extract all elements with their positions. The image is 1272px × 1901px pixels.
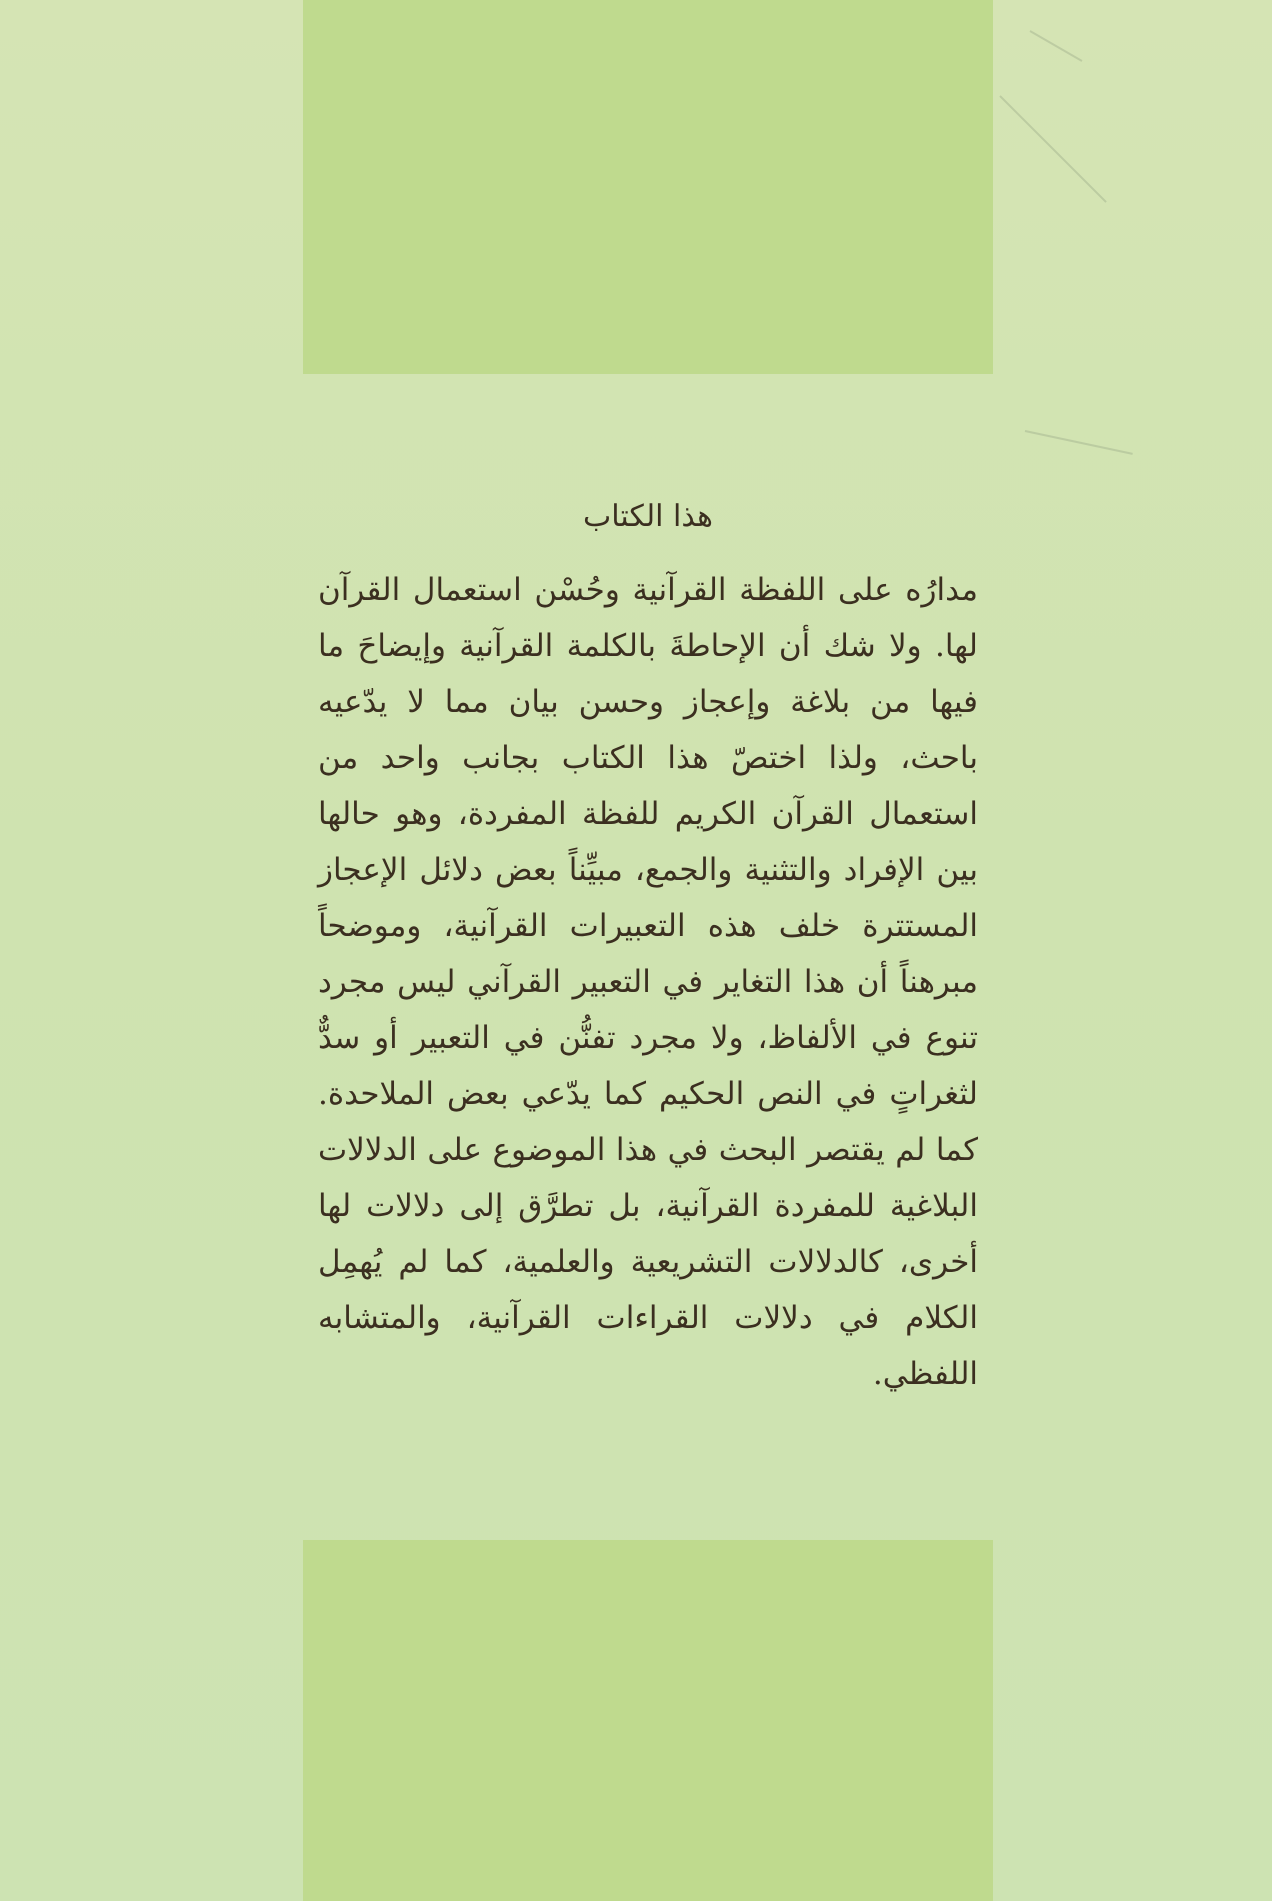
blurb-text-block [318, 492, 978, 1402]
scratch-mark [999, 95, 1106, 202]
blurb-title: هذا الكتاب [583, 499, 713, 534]
blurb-body: مدارُه على اللفظة القرآنية وحُسْن استعمال القرآن لها. ولا شك أن الإحاطةَ بالكلمة القرآنية وإيضاحَ ما فيها من بلاغة وإعجاز وحسن بيان مما لا يدّعيه باحث، ولذا اختصّ هذا الكتاب بجانب واحد من استعمال القرآن الكريم للفظة المفردة، وهو حالها بين الإفراد والتثنية والجمع، مبيِّناً بعض دلائل الإعجاز المستترة خلف هذه التعبيرات القرآنية، وموضحاً مبرهناً أن هذا التغاير في التعبير القرآني ليس مجرد تنوع في الألفاظ، ولا مجرد تفنُّن في التعبير أو سدٌّ لثغراتٍ في النص الحكيم كما يدّعي بعض الملاحدة. كما لم يقتصر البحث في هذا الموضوع على الدلالات البلاغية للمفردة القرآنية، بل تطرَّق إلى دلالات لها أخرى، كالدلالات التشريعية والعلمية، كما لم يُهمِل الكلام في دلالات القراءات القرآنية، والمتشابه اللفظي. [318, 572, 978, 1392]
scratch-mark [1025, 430, 1133, 455]
top-decorative-panel [303, 0, 993, 374]
scratch-mark [1030, 30, 1083, 62]
bottom-decorative-panel [303, 1540, 993, 1901]
